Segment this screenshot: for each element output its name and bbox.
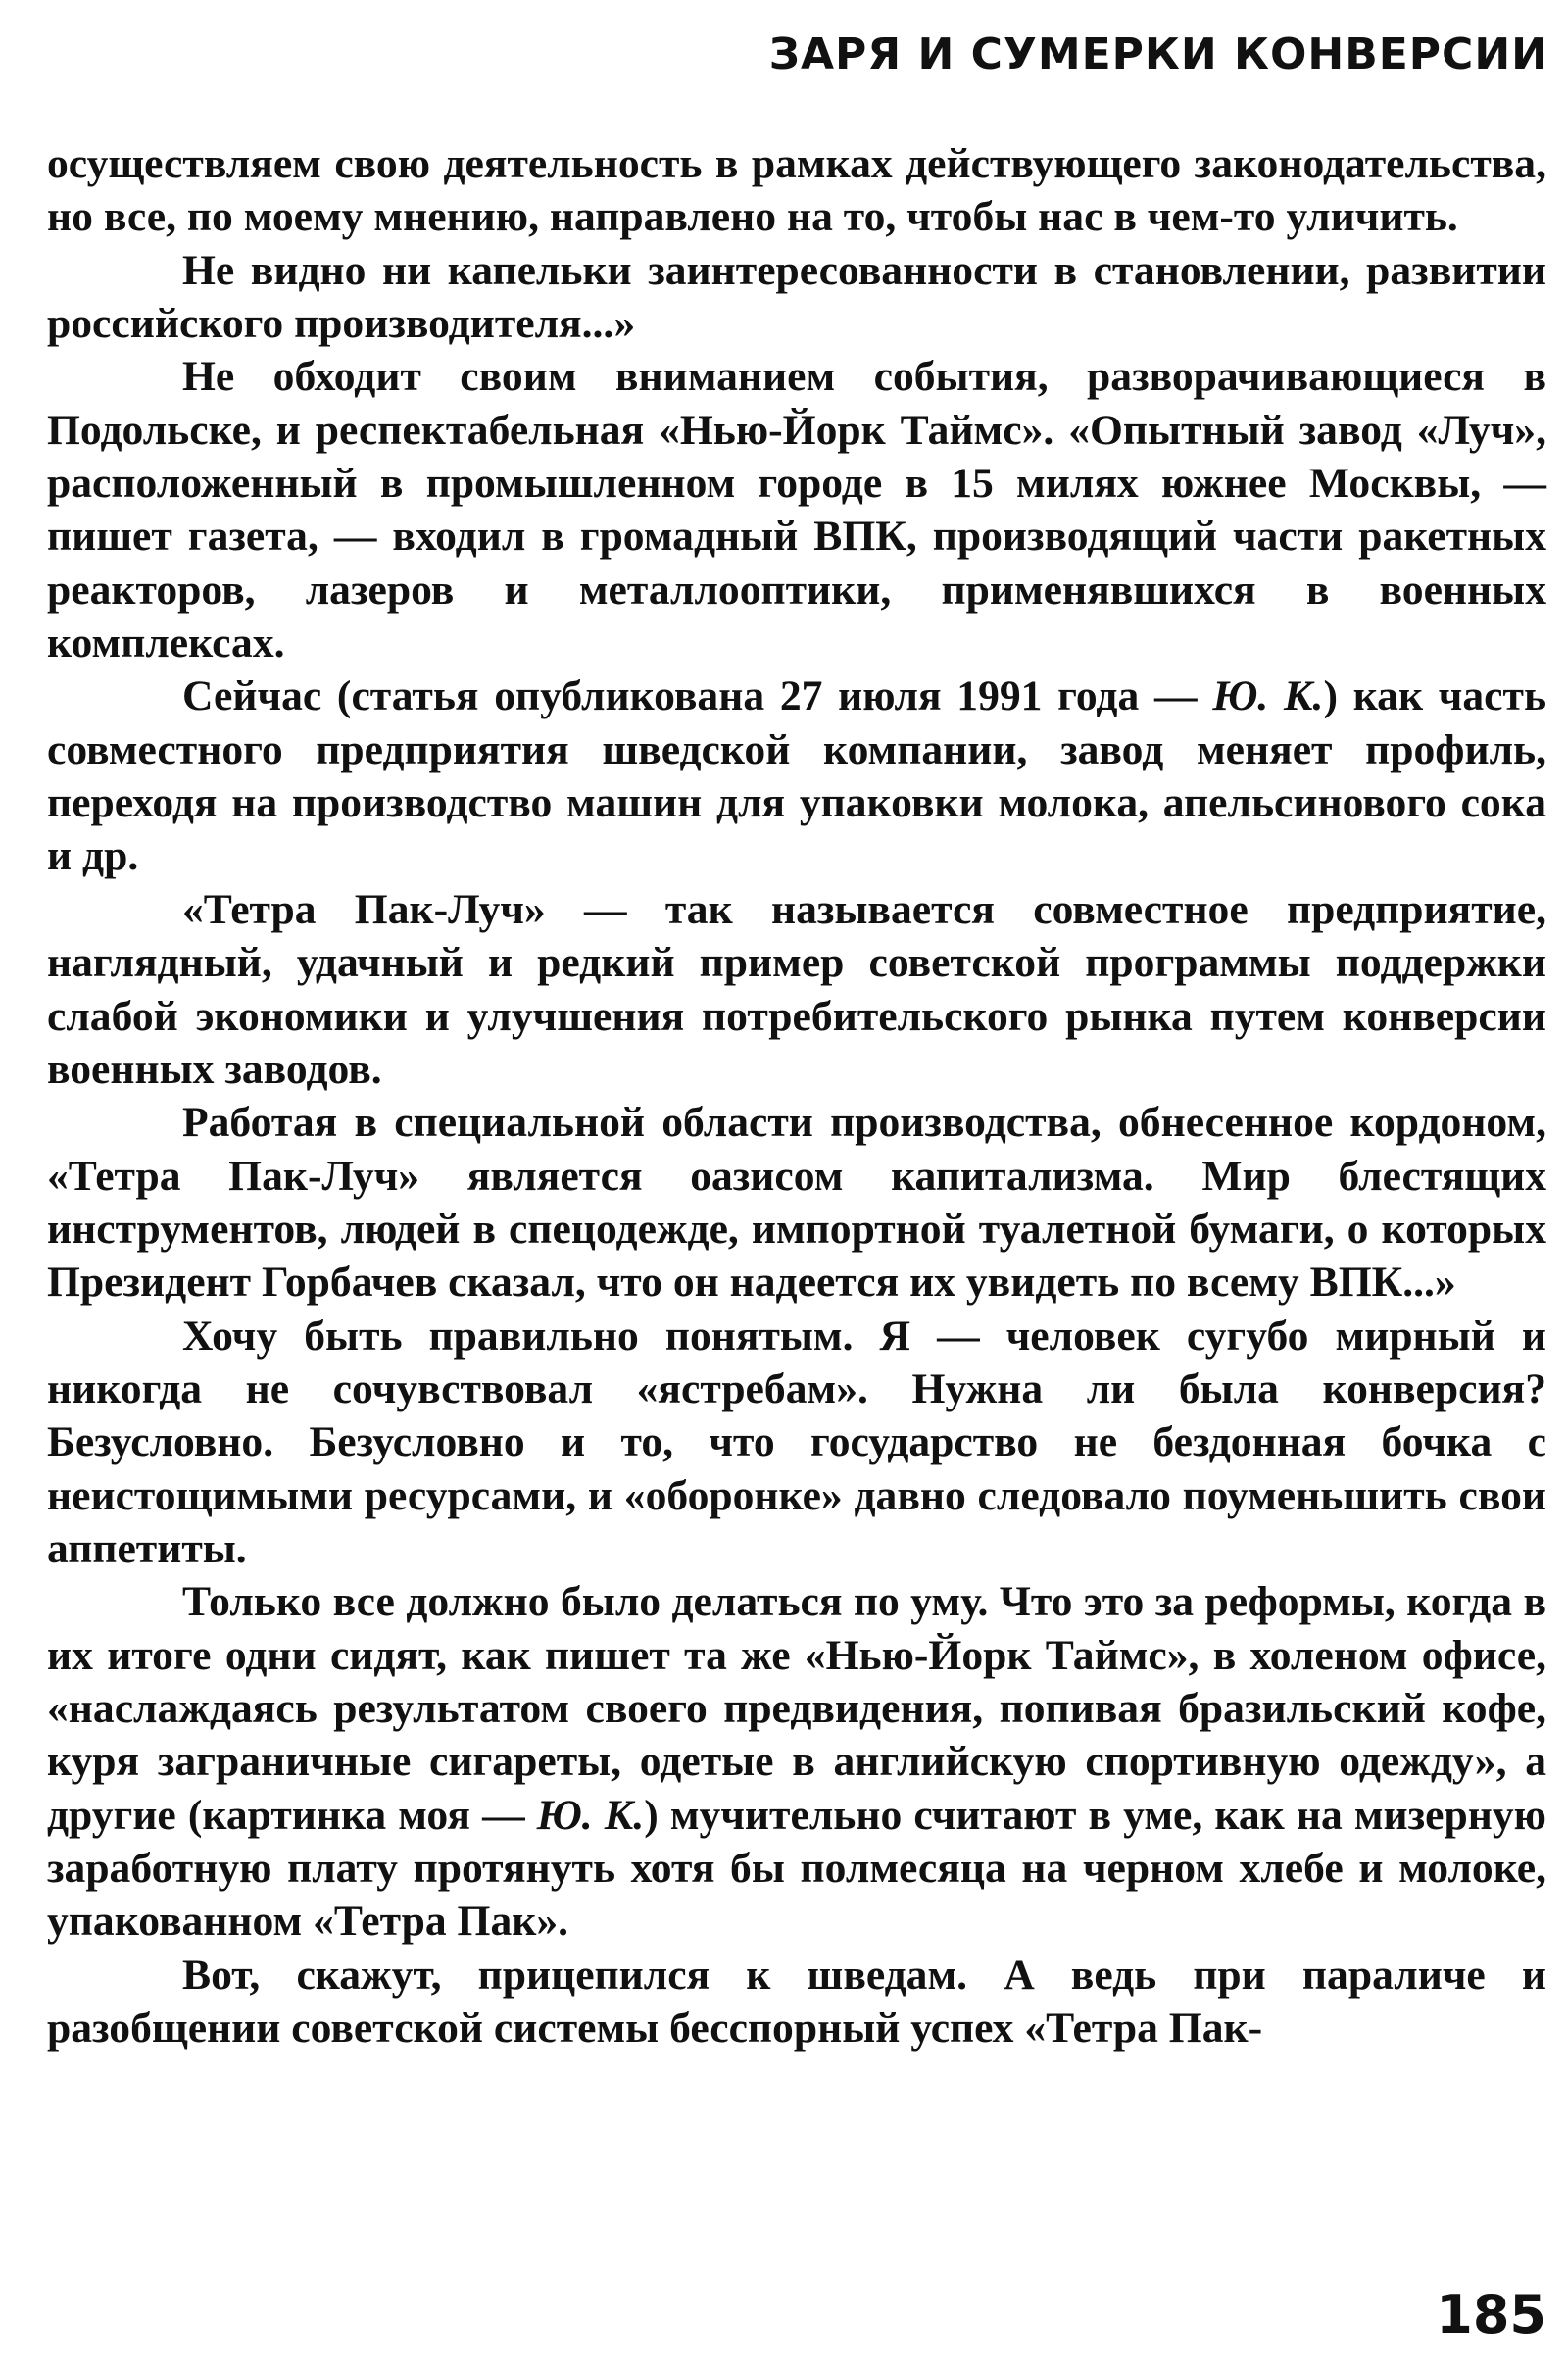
- paragraph-text: Только все должно было делаться по уму. Что это за реформы, когда в их итоге одни сидят, как пишет та же «Нью-Йорк Таймс», в холеном офисе, «наслаждаясь результатом своего предвидения, попивая бразильский кофе, куря заграничные сигареты, одетые в английскую спортивную одежду», а другие (картинка моя —: [47, 1578, 1546, 1839]
- running-header: ЗАРЯ И СУМЕРКИ КОНВЕРСИИ: [768, 29, 1548, 79]
- paragraph: [47, 1575, 1546, 1948]
- paragraph-text: «Тетра Пак-Луч» — так называется совместное предприятие, наглядный, удачный и редкий пример советской программы поддержки слабой экономики и улучшения потребительского рынка путем конверсии военных заводов.: [47, 885, 1546, 1093]
- paragraph: [47, 1310, 1546, 1576]
- paragraph-text: осуществляем свою деятельность в рамках действующего законодательства, но все, по моему мнению, направлено на то, чтобы нас в чем-то уличить.: [47, 140, 1546, 241]
- paragraph: [47, 883, 1546, 1096]
- paragraph-text: Работая в специальной области производства, обнесенное кордоном, «Тетра Пак-Луч» является оазисом капитализма. Мир блестящих инструментов, людей в спецодежде, импортной туалетной бумаги, о которых Президент Горбачев сказал, что он надеется их увидеть по всему ВПК...»: [47, 1099, 1546, 1307]
- page-body-text: [47, 137, 1546, 2054]
- page-number: 185: [1436, 2284, 1546, 2346]
- paragraph: [47, 1096, 1546, 1309]
- paragraph-text: ) как часть совместного предприятия шведской компании, завод меняет профиль, переходя на производство машин для упаковки молока, апельсинового сока и др.: [47, 672, 1547, 880]
- paragraph-text: Хочу быть правильно понятым. Я — человек сугубо мирный и никогда не сочувствовал «ястребам». Нужна ли была конверсия? Безусловно. Безусловно и то, что государство не бездонная бочка с неистощимыми ресурсами, и «оборонке» давно следовало поуменьшить свои аппетиты.: [47, 1311, 1546, 1572]
- author-initials: Ю. К.: [536, 1791, 645, 1839]
- paragraph: [47, 137, 1546, 244]
- paragraph-text: Сейчас (статья опубликована 27 июля 1991 года —: [182, 672, 1213, 720]
- paragraph: [47, 350, 1546, 669]
- paragraph-text: Не обходит своим вниманием события, разворачивающиеся в Подольске, и респектабельная «Нью-Йорк Таймс». «Опытный завод «Луч», расположенный в промышленном городе в 15 милях южнее Москвы, — пишет газета, — входил в громадный ВПК, производящий части ракетных реакторов, лазеров и металлооптики, применявшихся в военных комплексах.: [47, 353, 1546, 667]
- paragraph: [47, 244, 1546, 351]
- paragraph-text: Вот, скажут, прицепился к шведам. А ведь при параличе и разобщении советской системы бесспорный успех «Тетра Пак-: [47, 1951, 1546, 2052]
- paragraph-text: Не видно ни капельки заинтересованности в становлении, развитии российского производителя...»: [47, 246, 1546, 348]
- paragraph-text: ) мучительно считают в уме, как на мизерную заработную плату протянуть хотя бы полмесяца на черном хлебе и молоке, упакованном «Тетра Пак».: [47, 1791, 1546, 1946]
- paragraph: [47, 669, 1546, 882]
- paragraph: [47, 1949, 1546, 2055]
- author-initials: Ю. К.: [1212, 672, 1324, 720]
